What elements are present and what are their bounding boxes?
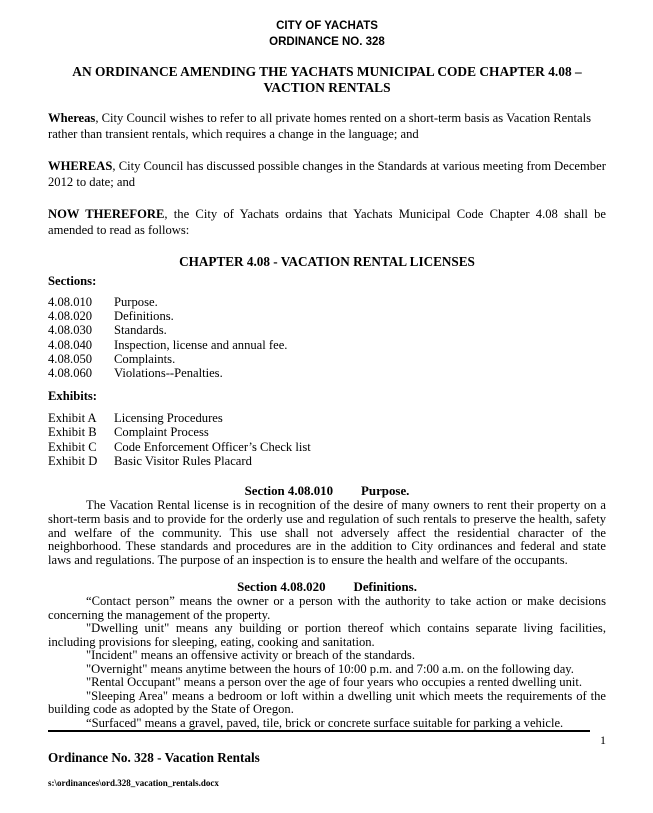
exhibit-title: Complaint Process	[114, 425, 209, 440]
exhibit-title: Licensing Procedures	[114, 411, 223, 426]
sections-list	[48, 295, 606, 380]
section-number: 4.08.020	[48, 309, 93, 324]
definition-sleeping-area: "Sleeping Area" means a bedroom or loft within a dwelling unit which meets the requirements of the building code as adopted by the State of Oregon.	[48, 688, 606, 717]
section-020-heading	[48, 580, 606, 595]
document-header	[48, 18, 606, 50]
chapter-heading: CHAPTER 4.08 - VACATION RENTAL LICENSES	[179, 254, 475, 269]
header-city-line: CITY OF YACHATS	[276, 20, 378, 32]
section-title: Standards.	[114, 323, 167, 338]
exhibit-id: Exhibit D	[48, 453, 98, 468]
recital-text: , City Council has discussed possible changes in the Standards at various meeting from December 2012 to date; and	[48, 159, 606, 189]
recital-now-therefore	[48, 206, 606, 238]
definition-overnight: "Overnight" means anytime between the hours of 10:00 p.m. and 7:00 a.m. on the following day.	[86, 661, 574, 676]
exhibit-list-item	[48, 440, 606, 454]
header-ordinance-line: ORDINANCE NO. 328	[269, 36, 385, 48]
section-list-item	[48, 323, 606, 337]
recital-whereas-1	[48, 110, 606, 142]
definitions-list	[48, 595, 606, 730]
exhibit-id: Exhibit B	[48, 425, 97, 440]
recital-lead: WHEREAS	[48, 159, 113, 173]
section-020-heading-title: Definitions.	[353, 580, 417, 595]
exhibit-id: Exhibit A	[48, 411, 97, 426]
recital-text: , City Council wishes to refer to all private homes rented on a short-term basis as Vacation Rentals rather than transient rentals, which requires a change in the language; and	[48, 111, 592, 141]
exhibit-list-item	[48, 411, 606, 425]
definition-dwelling-unit: "Dwelling unit" means any building or portion thereof which contains separate living facilities, including provisions for sleeping, eating, cooking and sanitation.	[48, 621, 606, 649]
title-line-2: VACTION RENTALS	[263, 80, 391, 95]
exhibit-id: Exhibit C	[48, 439, 97, 454]
recital-text: , the City of Yachats ordains that Yachats Municipal Code Chapter 4.08 shall be amended to read as follows:	[48, 207, 606, 237]
page-number: 1	[600, 733, 606, 747]
section-title: Definitions.	[114, 309, 174, 324]
definition-surfaced: “Surfaced" means a gravel, paved, tile, brick or concrete surface suitable for parking a vehicle.	[86, 715, 564, 730]
definition-contact-person: “Contact person” means the owner or a person with the authority to take action or make decisions concerning the management of the property.	[48, 594, 606, 622]
section-title: Complaints.	[114, 351, 176, 366]
section-020-heading-number: Section 4.08.020	[237, 580, 326, 595]
exhibit-title: Basic Visitor Rules Placard	[114, 453, 252, 468]
title-line-1: AN ORDINANCE AMENDING THE YACHATS MUNICIPAL CODE CHAPTER 4.08 –	[72, 64, 582, 79]
footer-file-path: s:\ordinances\ord.328_vacation_rentals.docx	[48, 778, 219, 788]
section-title: Inspection, license and annual fee.	[114, 337, 288, 352]
recital-lead: NOW THEREFORE	[48, 207, 165, 221]
section-number: 4.08.060	[48, 366, 93, 381]
recital-lead: Whereas	[48, 111, 96, 125]
section-number: 4.08.050	[48, 351, 93, 366]
section-list-item	[48, 352, 606, 366]
exhibit-title: Code Enforcement Officer’s Check list	[114, 439, 311, 454]
section-010-body: The Vacation Rental license is in recognition of the desire of many owners to rent their property on a short-term basis and to provide for the orderly use and regulation of such rentals to preserve the health, safety and welfare of the community. This use shall not adversely affect the residential character of the neighborhood. These standards and procedures are in the addition to City ordinances and federal and state laws and regulations. The purpose of an inspection is to ensure the health and welfare of the occupants.	[48, 498, 606, 568]
exhibit-list-item	[48, 425, 606, 439]
recital-whereas-2	[48, 158, 606, 190]
section-number: 4.08.040	[48, 337, 93, 352]
section-010-heading	[48, 484, 606, 499]
document-title	[48, 64, 606, 96]
section-list-item	[48, 309, 606, 323]
section-010-heading-title: Purpose.	[361, 484, 410, 499]
sections-label: Sections:	[48, 274, 97, 288]
section-010-heading-number: Section 4.08.010	[244, 484, 334, 499]
section-title: Violations--Penalties.	[114, 366, 223, 381]
section-list-item	[48, 295, 606, 309]
definition-rental-occupant: "Rental Occupant" means a person over the age of four years who occupies a rented dwelling unit.	[86, 675, 583, 690]
page-footer	[48, 730, 606, 788]
footer-divider	[48, 730, 590, 732]
exhibits-label: Exhibits:	[48, 389, 97, 404]
exhibits-list	[48, 411, 606, 468]
section-title: Purpose.	[114, 295, 158, 309]
section-number: 4.08.010	[48, 295, 93, 309]
section-list-item	[48, 366, 606, 380]
recitals	[48, 110, 606, 238]
exhibit-list-item	[48, 454, 606, 468]
definition-incident: "Incident" means an offensive activity or breach of the standards.	[86, 648, 415, 663]
section-number: 4.08.030	[48, 323, 93, 338]
footer-document-title: Ordinance No. 328 - Vacation Rentals	[48, 750, 260, 765]
section-list-item	[48, 338, 606, 352]
